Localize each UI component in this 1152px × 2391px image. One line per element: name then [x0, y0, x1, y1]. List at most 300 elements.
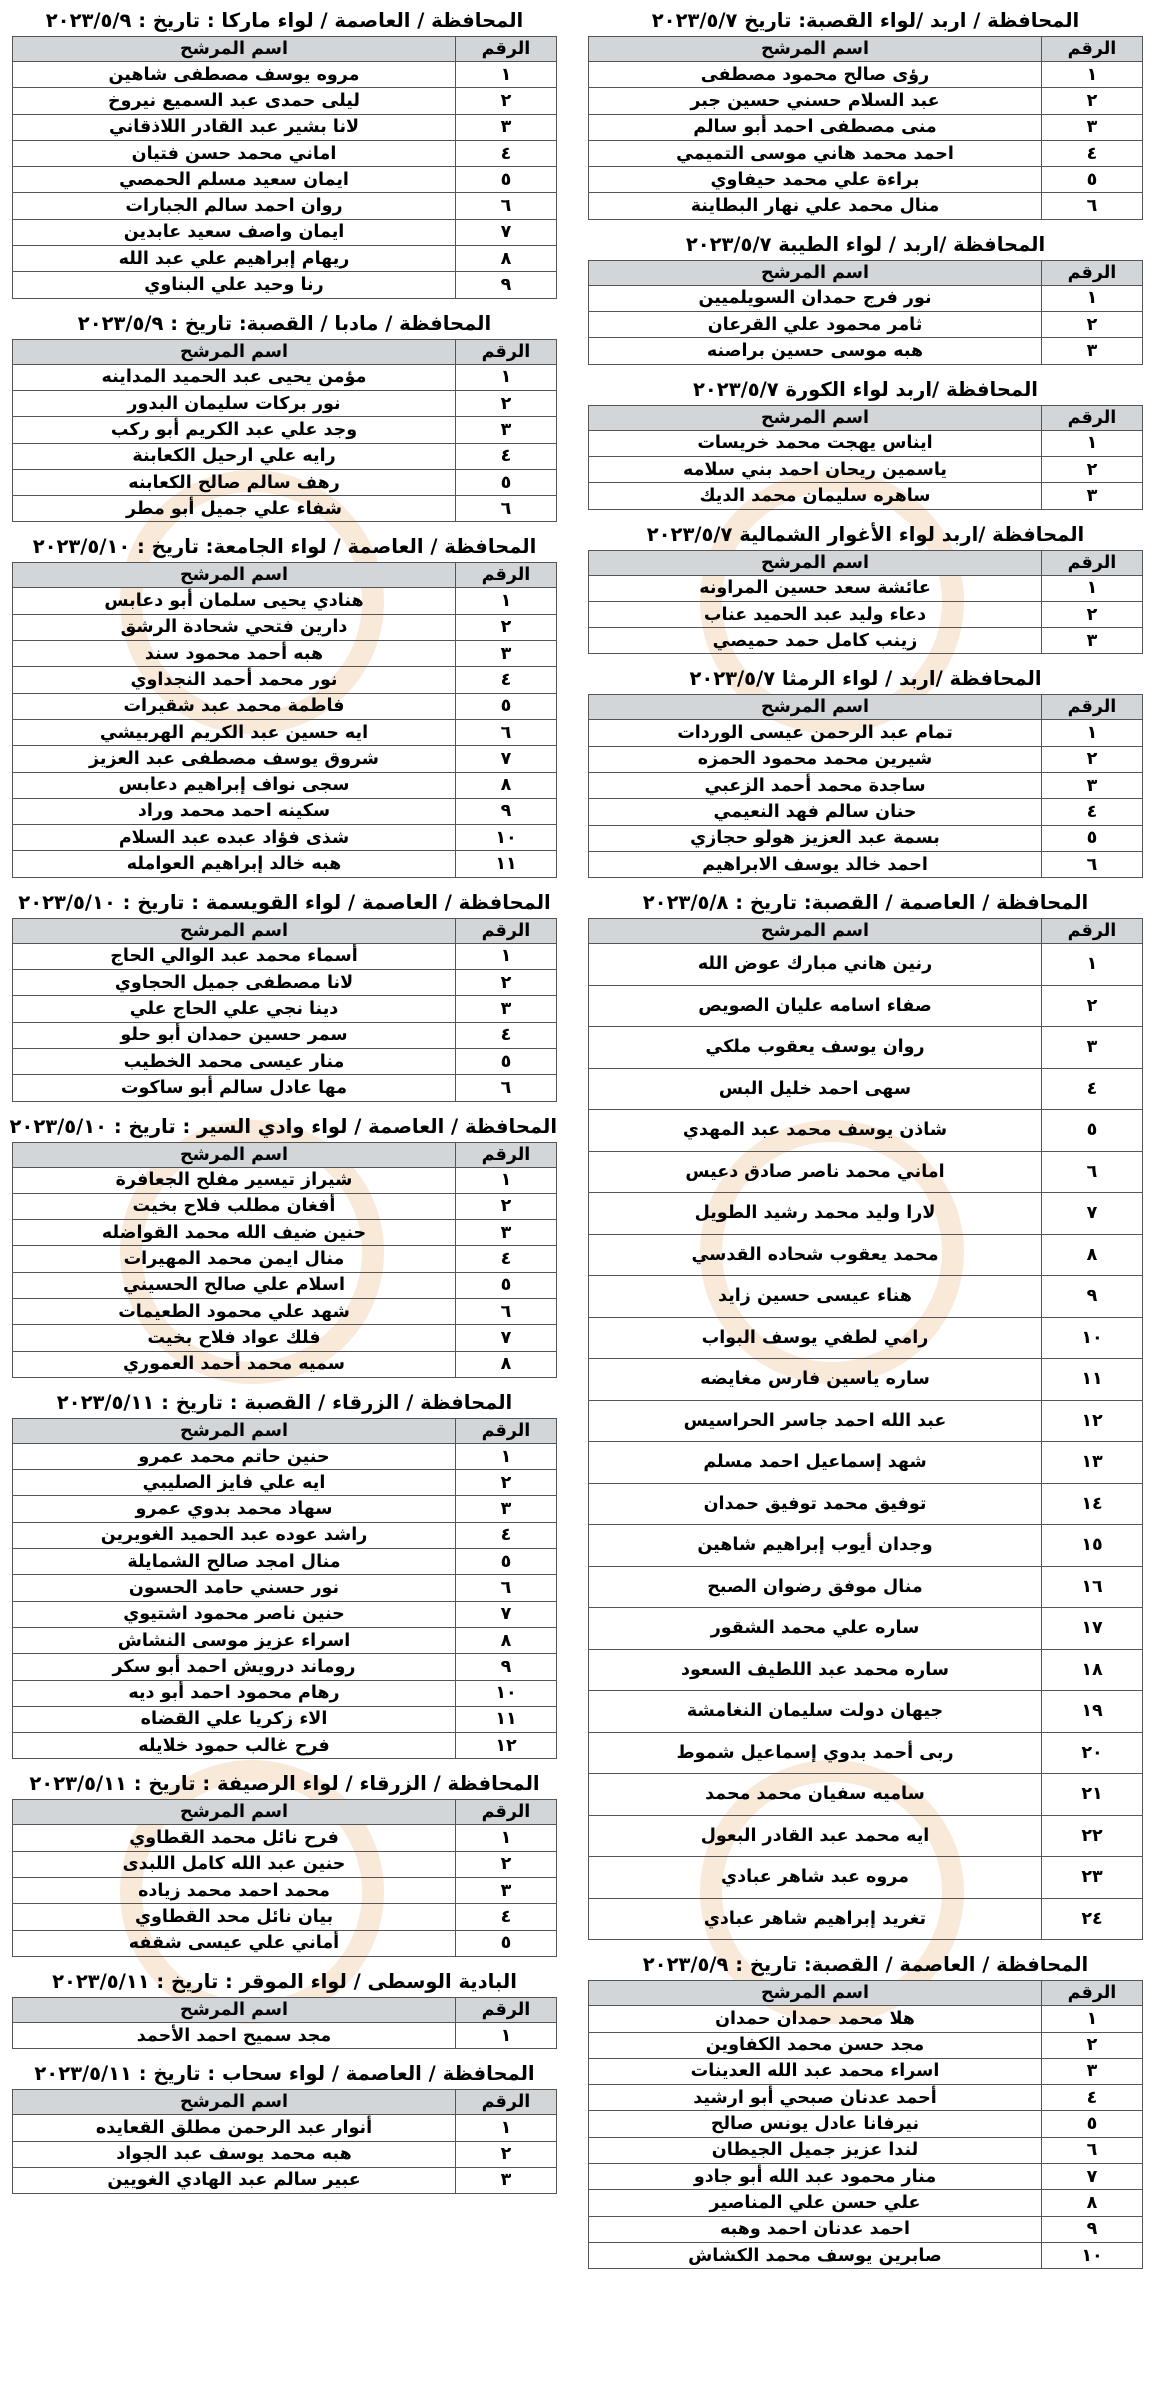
candidate-name: فرح نائل محمد القطاوي [13, 1825, 456, 1851]
table-row [13, 272, 557, 298]
candidate-number: ٦ [456, 719, 557, 745]
table-row [589, 2111, 1143, 2137]
candidate-name: اماني محمد ناصر صادق دعيس [589, 1151, 1042, 1193]
candidate-number: ٢ [1042, 746, 1143, 772]
candidate-number: ٤ [456, 1522, 557, 1548]
table-header-row [589, 405, 1143, 430]
candidate-name: منال ايمن محمد المهيرات [13, 1246, 456, 1272]
candidate-section [588, 230, 1143, 365]
table-row [13, 1325, 557, 1351]
section-heading: المحافظة / العاصمة / القصبة: تاريخ : ٢٠٢٣/٥/٩ [642, 1953, 1089, 1977]
section-heading: المحافظة / العاصمة / لواء وادي السير : تاريخ : ٢٠٢٣/٥/١٠ [9, 1114, 557, 1138]
candidate-name: فلك عواد فلاح بخيت [13, 1325, 456, 1351]
candidate-number: ٢٣ [1042, 1857, 1143, 1899]
candidate-name: احمد عدنان احمد وهبه [589, 2216, 1042, 2242]
table-row [589, 456, 1143, 482]
table-row [13, 1627, 557, 1653]
table-row [589, 1442, 1143, 1484]
candidate-name: رايه علي ارحيل الكعابنة [13, 443, 456, 469]
candidate-number: ١ [1042, 430, 1143, 456]
candidate-name: ساره ياسين فارس مغايضه [589, 1359, 1042, 1401]
candidate-name: توفيق محمد توفيق حمدان [589, 1483, 1042, 1525]
candidate-number: ١٠ [456, 825, 557, 851]
table-row [13, 469, 557, 495]
candidate-number: ٤ [1042, 799, 1143, 825]
candidate-name: أفغان مطلب فلاح بخيت [13, 1193, 456, 1219]
table-row [13, 1193, 557, 1219]
candidate-number: ٣ [456, 1220, 557, 1246]
candidate-name: لانا مصطفى جميل الحجاوي [13, 970, 456, 996]
table-row [13, 390, 557, 416]
candidate-name: هلا محمد حمدان حمدان [589, 2006, 1042, 2032]
table-row [589, 167, 1143, 193]
candidate-number: ١ [1042, 62, 1143, 88]
candidate-number: ٣ [1042, 483, 1143, 509]
candidates-table [588, 36, 1143, 220]
table-row [589, 1566, 1143, 1608]
table-row [589, 2242, 1143, 2268]
candidate-name: دعاء وليد عبد الحميد عناب [589, 601, 1042, 627]
candidate-section [588, 664, 1143, 878]
table-row [589, 1898, 1143, 1940]
candidate-number: ٥ [456, 1930, 557, 1956]
table-row [589, 1691, 1143, 1733]
table-row [589, 575, 1143, 601]
candidate-name: لانا بشير عبد القادر اللاذقاني [13, 114, 456, 140]
candidate-number: ٣ [456, 1878, 557, 1904]
candidate-number: ٨ [456, 246, 557, 272]
candidate-number: ٥ [1042, 2111, 1143, 2137]
table-row [589, 2137, 1143, 2163]
candidate-name: ساره محمد عبد اللطيف السعود [589, 1649, 1042, 1691]
candidate-name: أحمد عدنان صبحي أبو ارشيد [589, 2085, 1042, 2111]
candidate-name: مروه يوسف مصطفى شاهين [13, 62, 456, 88]
table-row [13, 1246, 557, 1272]
candidate-name: ساره علي محمد الشقور [589, 1608, 1042, 1650]
table-row [13, 1930, 557, 1956]
table-row [13, 2022, 557, 2048]
table-row [13, 719, 557, 745]
candidate-name: حنين ناصر محمود اشتيوي [13, 1601, 456, 1627]
candidate-name: ثامر محمود علي القرعان [589, 312, 1042, 338]
candidate-number: ٣ [456, 2167, 557, 2193]
table-row [589, 799, 1143, 825]
candidate-name: رنا وحيد علي البناوي [13, 272, 456, 298]
candidate-name: لندا عزيز جميل الجيطان [589, 2137, 1042, 2163]
table-row [589, 1774, 1143, 1816]
table-row [13, 1272, 557, 1298]
table-row [13, 693, 557, 719]
candidate-name: براءة علي محمد حيفاوي [589, 167, 1042, 193]
table-row [589, 851, 1143, 877]
candidates-table [12, 339, 557, 523]
table-row [589, 2216, 1143, 2242]
candidate-number: ١٦ [1042, 1566, 1143, 1608]
candidates-table [12, 562, 557, 877]
table-row [589, 1317, 1143, 1359]
candidate-number: ١١ [1042, 1359, 1143, 1401]
candidate-number: ١٩ [1042, 1691, 1143, 1733]
table-row [13, 1904, 557, 1930]
section-heading: المحافظة /اربد / لواء الطيبة ٢٠٢٣/٥/٧ [685, 232, 1046, 256]
table-row [589, 1027, 1143, 1069]
table-row [589, 2190, 1143, 2216]
table-row [13, 2167, 557, 2193]
table-row [589, 2006, 1143, 2032]
table-row [13, 614, 557, 640]
candidate-number: ٩ [456, 272, 557, 298]
candidate-name: ايه حسين عبد الكريم الهربيشي [13, 719, 456, 745]
table-row [13, 772, 557, 798]
name-column-header: اسم المرشح [13, 1142, 456, 1167]
number-column-header: الرقم [456, 37, 557, 62]
candidate-number: ٢١ [1042, 1774, 1143, 1816]
table-row [13, 1575, 557, 1601]
candidate-number: ٢ [456, 1470, 557, 1496]
table-row [13, 1220, 557, 1246]
number-column-header: الرقم [456, 918, 557, 943]
table-row [13, 943, 557, 969]
section-heading: المحافظة /اربد لواء الكورة ٢٠٢٣/٥/٧ [693, 377, 1038, 401]
table-row [589, 1732, 1143, 1774]
candidate-section [12, 1769, 557, 1956]
candidate-name: عبير سالم عبد الهادي الغويين [13, 2167, 456, 2193]
table-row [13, 996, 557, 1022]
candidate-name: نور محمد أحمد النجداوي [13, 667, 456, 693]
candidate-name: رهام محمود احمد أبو ديه [13, 1680, 456, 1706]
number-column-header: الرقم [1042, 695, 1143, 720]
candidate-number: ١ [456, 1443, 557, 1469]
candidate-number: ٧ [456, 1601, 557, 1627]
table-row [13, 496, 557, 522]
table-header-row [589, 550, 1143, 575]
candidates-table [12, 1142, 557, 1378]
table-row [13, 219, 557, 245]
candidate-name: ايناس يهجت محمد خريسات [589, 430, 1042, 456]
candidate-name: روان يوسف يعقوب ملكي [589, 1027, 1042, 1069]
table-row [589, 773, 1143, 799]
candidate-number: ٣ [456, 996, 557, 1022]
candidate-name: نيرفانا عادل يونس صالح [589, 2111, 1042, 2137]
candidate-number: ٦ [1042, 851, 1143, 877]
candidates-table [12, 36, 557, 299]
candidate-section [12, 2059, 557, 2194]
number-column-header: الرقم [456, 1418, 557, 1443]
candidate-name: نور حسني حامد الحسون [13, 1575, 456, 1601]
table-row [13, 1351, 557, 1377]
candidate-number: ٨ [1042, 1234, 1143, 1276]
candidate-name: شروق يوسف مصطفى عبد العزيز [13, 746, 456, 772]
table-row [13, 851, 557, 877]
number-column-header: الرقم [1042, 919, 1143, 944]
number-column-header: الرقم [1042, 550, 1143, 575]
table-row [589, 628, 1143, 654]
candidate-number: ٣ [1042, 628, 1143, 654]
table-row [589, 720, 1143, 746]
name-column-header: اسم المرشح [589, 919, 1042, 944]
candidate-section [588, 375, 1143, 510]
candidate-number: ٢٠ [1042, 1732, 1143, 1774]
table-header-row [589, 919, 1143, 944]
candidate-number: ٤ [456, 667, 557, 693]
candidates-table [12, 1418, 557, 1760]
candidate-name: نور بركات سليمان البدور [13, 390, 456, 416]
table-header-row [13, 1418, 557, 1443]
table-row [589, 1649, 1143, 1691]
section-heading: المحافظة / العاصمة / لواء ماركا : تاريخ : ٢٠٢٣/٥/٩ [45, 9, 524, 32]
candidate-number: ٤ [1042, 2085, 1143, 2111]
section-heading: المحافظة / العاصمة / لواء سحاب : تاريخ : ٢٠٢٣/٥/١١ [34, 2062, 535, 2086]
candidate-number: ٣ [456, 1496, 557, 1522]
candidate-name: أماني علي عيسى شقفه [13, 1930, 456, 1956]
candidate-number: ١٠ [456, 1680, 557, 1706]
name-column-header: اسم المرشح [13, 563, 456, 588]
number-column-header: الرقم [456, 563, 557, 588]
candidate-name: سجى نواف إبراهيم دعابس [13, 772, 456, 798]
table-header-row [13, 1142, 557, 1167]
number-column-header: الرقم [456, 339, 557, 364]
candidate-number: ٢ [456, 390, 557, 416]
table-header-row [13, 37, 557, 62]
table-row [13, 1022, 557, 1048]
section-heading: المحافظة / العاصمة / لواء القويسمة : تاريخ : ٢٠٢٣/٥/١٠ [18, 890, 551, 914]
table-row [13, 2115, 557, 2141]
table-row [589, 1234, 1143, 1276]
candidates-table [588, 405, 1143, 510]
candidate-name: احمد خالد يوسف الابراهيم [589, 851, 1042, 877]
candidate-section [12, 6, 557, 299]
candidates-table [12, 2089, 557, 2194]
candidate-name: سهى احمد خليل البس [589, 1068, 1042, 1110]
candidate-name: عائشة سعد حسين المراونه [589, 575, 1042, 601]
table-row [13, 114, 557, 140]
candidate-name: شفاء علي جميل أبو مطر [13, 496, 456, 522]
candidate-name: راشد عوده عبد الحميد الغويرين [13, 1522, 456, 1548]
candidate-number: ٤ [456, 443, 557, 469]
candidate-name: سمر حسين حمدان أبو حلو [13, 1022, 456, 1048]
candidate-name: بيان نائل محد القطاوي [13, 1904, 456, 1930]
left-column [9, 6, 557, 2204]
candidate-number: ٢ [1042, 601, 1143, 627]
table-row [13, 1496, 557, 1522]
candidate-number: ٩ [1042, 2216, 1143, 2242]
number-column-header: الرقم [1042, 260, 1143, 285]
candidate-number: ١ [456, 62, 557, 88]
candidate-name: مروه عبد شاهر عبادي [589, 1857, 1042, 1899]
candidate-name: لارا وليد محمد رشيد الطويل [589, 1193, 1042, 1235]
candidate-number: ٦ [1042, 1151, 1143, 1193]
candidates-table [12, 1997, 557, 2049]
candidate-name: مها عادل سالم أبو ساكوت [13, 1075, 456, 1101]
table-row [13, 246, 557, 272]
candidate-number: ١١ [456, 851, 557, 877]
candidate-number: ٥ [456, 1549, 557, 1575]
table-row [589, 1857, 1143, 1899]
candidate-name: شيراز تيسير مفلح الجعافرة [13, 1167, 456, 1193]
candidate-number: ٦ [1042, 2137, 1143, 2163]
table-row [589, 1608, 1143, 1650]
candidate-number: ٧ [456, 1325, 557, 1351]
number-column-header: الرقم [456, 1997, 557, 2022]
table-row [589, 114, 1143, 140]
candidate-number: ٤ [456, 1022, 557, 1048]
candidate-name: ساجدة محمد أحمد الزعبي [589, 773, 1042, 799]
table-row [589, 312, 1143, 338]
candidate-name: ياسمين ريحان احمد بني سلامه [589, 456, 1042, 482]
candidate-section [12, 888, 557, 1102]
candidate-section [9, 1112, 557, 1378]
candidate-number: ١ [1042, 285, 1143, 311]
number-column-header: الرقم [1042, 1981, 1143, 2006]
candidate-name: حنين ضيف الله محمد القواضله [13, 1220, 456, 1246]
candidate-name: فرح غالب حمود خلايله [13, 1733, 456, 1759]
candidate-name: مجد سميح احمد الأحمد [13, 2022, 456, 2048]
candidate-number: ٨ [456, 772, 557, 798]
table-row [589, 1359, 1143, 1401]
table-row [589, 338, 1143, 364]
candidate-number: ٢ [1042, 985, 1143, 1027]
table-row [589, 2085, 1143, 2111]
candidate-number: ١ [1042, 575, 1143, 601]
number-column-header: الرقم [456, 2090, 557, 2115]
table-row [13, 1878, 557, 1904]
candidate-number: ٢ [456, 88, 557, 114]
candidate-section [588, 888, 1143, 1940]
table-row [589, 88, 1143, 114]
candidate-number: ٢ [1042, 2032, 1143, 2058]
candidate-number: ١ [456, 2115, 557, 2141]
name-column-header: اسم المرشح [589, 37, 1042, 62]
name-column-header: اسم المرشح [13, 1418, 456, 1443]
table-row [589, 1193, 1143, 1235]
candidate-number: ١ [456, 943, 557, 969]
candidate-name: جيهان دولت سليمان النغامشة [589, 1691, 1042, 1733]
candidate-name: هبه أحمد محمود سند [13, 641, 456, 667]
table-row [589, 1525, 1143, 1567]
candidate-number: ١٧ [1042, 1608, 1143, 1650]
candidate-number: ٣ [1042, 338, 1143, 364]
candidate-number: ١١ [456, 1706, 557, 1732]
candidate-number: ١٥ [1042, 1525, 1143, 1567]
table-row [13, 1825, 557, 1851]
table-row [13, 1549, 557, 1575]
candidate-number: ١ [1042, 720, 1143, 746]
table-row [13, 2141, 557, 2167]
candidate-section [12, 532, 557, 877]
candidate-name: شهد إسماعيل احمد مسلم [589, 1442, 1042, 1484]
candidate-name: أسماء محمد عبد الوالي الحاج [13, 943, 456, 969]
candidate-name: تمام عبد الرحمن عيسى الوردات [589, 720, 1042, 746]
section-heading: المحافظة /اربد / لواء الرمثا ٢٠٢٣/٥/٧ [689, 667, 1042, 691]
number-column-header: الرقم [456, 1800, 557, 1825]
candidate-name: ليلى حمدى عبد السميع نيروخ [13, 88, 456, 114]
table-row [13, 364, 557, 390]
table-row [589, 944, 1143, 986]
candidate-number: ٤ [456, 1904, 557, 1930]
candidate-number: ٢ [1042, 88, 1143, 114]
table-row [13, 746, 557, 772]
name-column-header: اسم المرشح [13, 339, 456, 364]
candidate-name: أنوار عبد الرحمن مطلق القعايده [13, 2115, 456, 2141]
candidate-number: ١٢ [1042, 1400, 1143, 1442]
candidate-number: ٢ [456, 614, 557, 640]
candidate-name: ايه محمد عبد القادر البعول [589, 1815, 1042, 1857]
table-row [13, 588, 557, 614]
candidate-name: حنين عبد الله كامل اللبدى [13, 1851, 456, 1877]
table-row [13, 1470, 557, 1496]
candidate-name: محمد احمد محمد زياده [13, 1878, 456, 1904]
name-column-header: اسم المرشح [13, 1800, 456, 1825]
right-column [588, 6, 1143, 2279]
candidate-name: تغريد إبراهيم شاهر عبادي [589, 1898, 1042, 1940]
candidate-number: ١٠ [1042, 2242, 1143, 2268]
table-header-row [13, 2090, 557, 2115]
table-row [13, 825, 557, 851]
section-heading: المحافظة / الزرقاء / لواء الرصيفة : تاريخ : ٢٠٢٣/٥/١١ [29, 1772, 540, 1796]
table-row [13, 1298, 557, 1324]
candidate-number: ١٠ [1042, 1317, 1143, 1359]
table-row [13, 193, 557, 219]
candidate-number: ٩ [456, 1654, 557, 1680]
candidate-number: ٥ [456, 1048, 557, 1074]
table-row [13, 1075, 557, 1101]
candidate-number: ٨ [1042, 2190, 1143, 2216]
candidate-number: ٦ [456, 1575, 557, 1601]
table-row [13, 1048, 557, 1074]
candidate-name: ساهره سليمان محمد الديك [589, 483, 1042, 509]
candidate-name: شيرين محمد محمود الحمزه [589, 746, 1042, 772]
name-column-header: اسم المرشح [13, 1997, 456, 2022]
table-row [13, 1522, 557, 1548]
table-row [13, 167, 557, 193]
table-row [589, 2058, 1143, 2084]
table-row [589, 193, 1143, 219]
candidate-name: حنين حاتم محمد عمرو [13, 1443, 456, 1469]
candidate-section [12, 309, 557, 523]
number-column-header: الرقم [1042, 405, 1143, 430]
table-row [13, 62, 557, 88]
candidate-name: شهد علي محمود الطعيمات [13, 1298, 456, 1324]
section-heading: المحافظة /اربد لواء الأغوار الشمالية ٢٠٢٣/٥/٧ [646, 522, 1085, 546]
candidate-name: منى مصطفى احمد أبو سالم [589, 114, 1042, 140]
candidate-name: فاطمة محمد عبد شقيرات [13, 693, 456, 719]
candidate-number: ٥ [456, 1272, 557, 1298]
candidate-number: ٦ [456, 1298, 557, 1324]
candidate-name: منال امجد صالح الشمايلة [13, 1549, 456, 1575]
table-row [589, 1151, 1143, 1193]
candidate-number: ٣ [1042, 1027, 1143, 1069]
candidate-number: ٤ [456, 140, 557, 166]
candidate-name: اسراء عزيز موسى النشاش [13, 1627, 456, 1653]
table-row [589, 140, 1143, 166]
table-row [589, 1815, 1143, 1857]
table-row [589, 601, 1143, 627]
table-header-row [13, 1997, 557, 2022]
table-row [589, 430, 1143, 456]
candidate-name: روماند درويش احمد أبو سكر [13, 1654, 456, 1680]
candidate-name: ربى أحمد بدوي إسماعيل شموط [589, 1732, 1042, 1774]
table-row [589, 1110, 1143, 1152]
table-row [13, 667, 557, 693]
table-row [589, 825, 1143, 851]
table-header-row [13, 339, 557, 364]
table-row [13, 641, 557, 667]
table-row [13, 1733, 557, 1759]
candidate-name: ايه علي فايز الصليبي [13, 1470, 456, 1496]
candidate-number: ١ [456, 1167, 557, 1193]
candidate-section [12, 1967, 557, 2049]
candidate-number: ٧ [456, 746, 557, 772]
